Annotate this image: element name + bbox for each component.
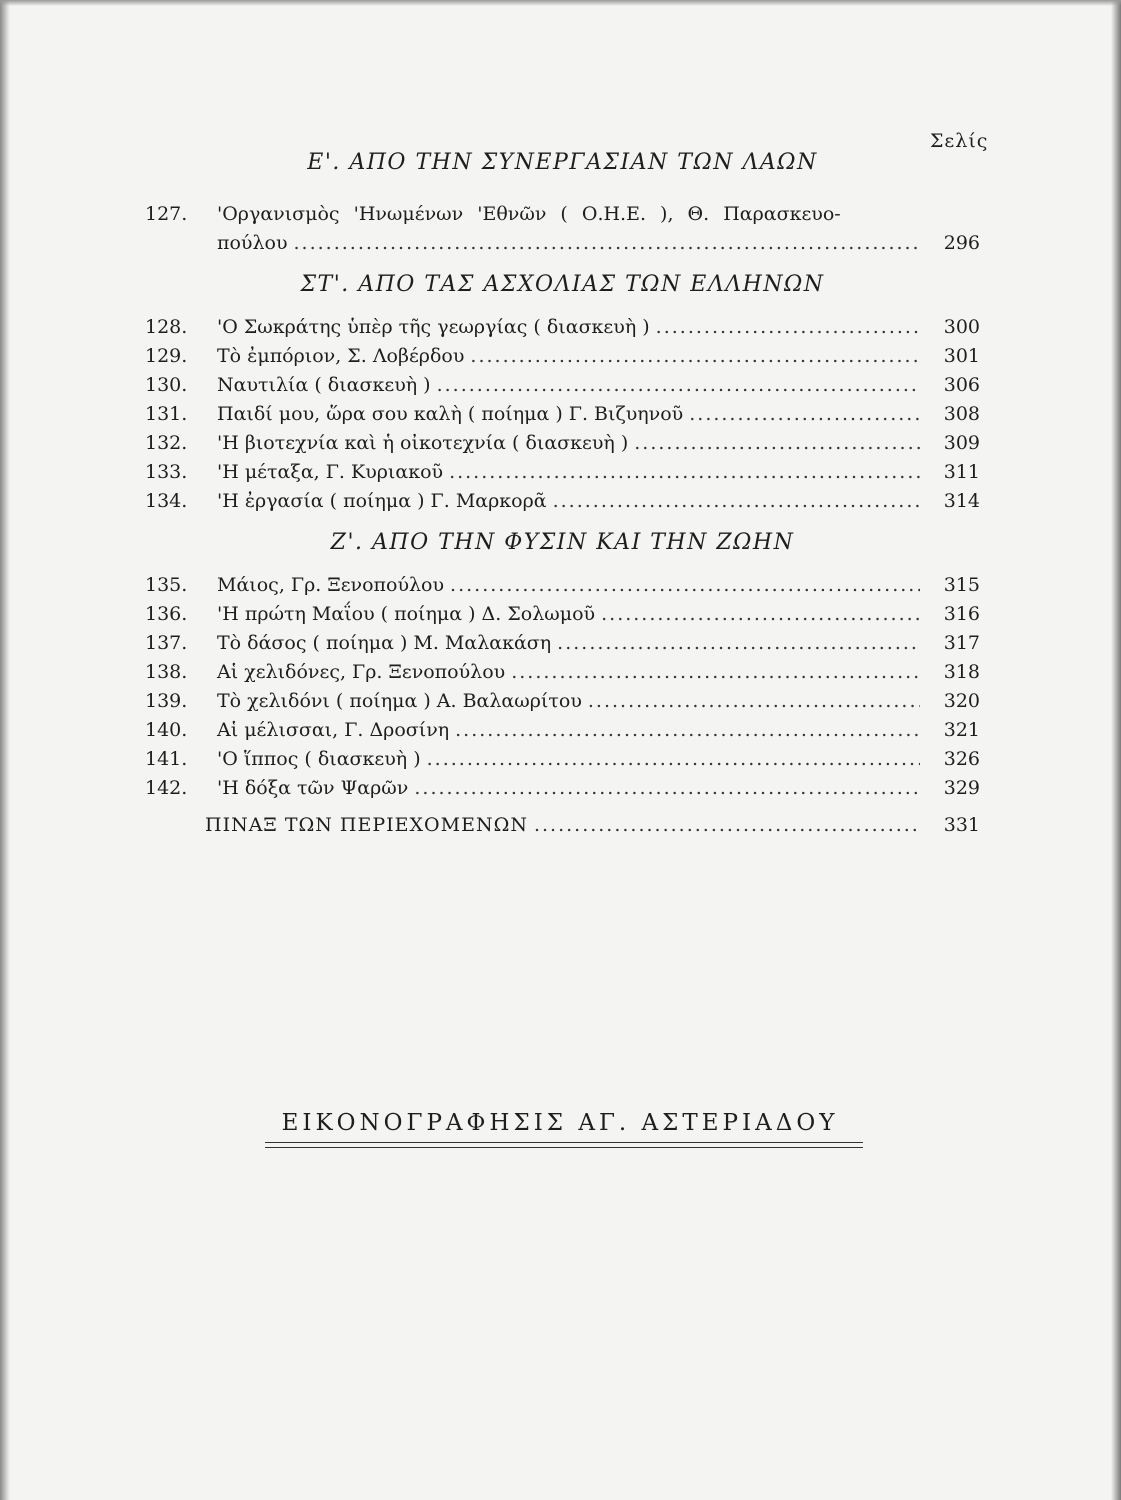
toc-entry-130 (145, 374, 980, 402)
section-title-z: Ζ'. ΑΠΟ ΤΗΝ ΦΥΣΙΝ ΚΑΙ ΤΗΝ ΖΩΗΝ (330, 530, 795, 555)
entry-text: Αἱ χελιδόνες, Γρ. Ξενοπούλου (217, 661, 506, 683)
entry-text: Μάιος, Γρ. Ξενοπούλου (217, 574, 445, 596)
entry-text: 'Ο Σωκράτης ὑπὲρ τῆς γεωργίας ( διασκευὴ ) (217, 316, 650, 338)
entry-line (217, 661, 980, 683)
entry-page: 314 (943, 490, 980, 512)
entry-text: 'Η ἐργασία ( ποίημα ) Γ. Μαρκορᾶ (217, 490, 547, 512)
entry-page: 308 (943, 403, 980, 425)
entry-line (217, 374, 980, 396)
entry-line (217, 748, 980, 770)
entry-line (217, 345, 980, 367)
entry-page: 326 (943, 748, 980, 770)
entry-line (217, 432, 980, 454)
entry-page: 320 (943, 690, 980, 712)
entry-text: 'Ο ἵππος ( διασκευὴ ) (217, 748, 421, 770)
leader-dots (455, 719, 920, 741)
toc-entry-127-continued (145, 232, 980, 260)
entry-number: 135. (145, 574, 188, 596)
entry-number: 141. (145, 748, 188, 770)
leader-dots (656, 316, 920, 338)
toc-entry-136 (145, 603, 980, 631)
toc-entry-142 (145, 777, 980, 805)
toc-entry-133 (145, 461, 980, 489)
leader-dots (450, 574, 920, 596)
toc-entry-127 (145, 203, 980, 231)
leader-dots (449, 461, 920, 483)
entry-text: Αἱ μέλισσαι, Γ. Δροσίνη (217, 719, 450, 741)
entry-number: 128. (145, 316, 188, 338)
entry-page: 300 (943, 316, 980, 338)
leader-dots (470, 345, 920, 367)
entry-text: Παιδί μου, ὥρα σου καλὴ ( ποίημα ) Γ. Βιζυηνοῦ (217, 403, 684, 425)
entry-page: 317 (943, 632, 980, 654)
page-right-edge (1111, 0, 1121, 1500)
footer-rule (265, 1142, 863, 1143)
entry-line (217, 574, 980, 596)
toc-entry-134 (145, 490, 980, 518)
leader-dots (601, 603, 920, 625)
entry-line (217, 690, 980, 712)
entry-text: 'Η μέταξα, Γ. Κυριακοῦ (217, 461, 444, 483)
entry-line (217, 403, 980, 425)
leader-dots (414, 777, 920, 799)
toc-entry-139 (145, 690, 980, 718)
entry-page: 331 (943, 814, 980, 836)
entry-number: 131. (145, 403, 188, 425)
entry-number: 137. (145, 632, 188, 654)
leader-dots (634, 432, 920, 454)
leader-dots (534, 814, 920, 836)
entry-page: 301 (943, 345, 980, 367)
section-title-st: ΣΤ'. ΑΠΟ ΤΑΣ ΑΣΧΟΛΙΑΣ ΤΩΝ ΕΛΛΗΝΩΝ (300, 272, 825, 297)
leader-dots (588, 690, 920, 712)
entry-text: 'Η πρώτη Μαΐου ( ποίημα ) Δ. Σολωμοῦ (217, 603, 596, 625)
entry-number: 130. (145, 374, 188, 396)
toc-entry-128 (145, 316, 980, 344)
toc-entry-contents (145, 814, 980, 842)
entry-line (217, 719, 980, 741)
toc-entry-140 (145, 719, 980, 747)
entry-text: Τὸ δάσος ( ποίημα ) Μ. Μαλακάση (217, 632, 552, 654)
entry-text: 'Η δόξα τῶν Ψαρῶν (217, 777, 409, 799)
entry-page: 316 (943, 603, 980, 625)
entry-page: 306 (943, 374, 980, 396)
entry-page: 318 (943, 661, 980, 683)
entry-text: Ναυτιλία ( διασκευὴ ) (217, 374, 431, 396)
footer-rule (265, 1147, 863, 1148)
entry-page: 311 (943, 461, 980, 483)
entry-page: 309 (943, 432, 980, 454)
toc-entry-132 (145, 432, 980, 460)
leader-dots (511, 661, 920, 683)
leader-dots (553, 490, 920, 512)
entry-number: 132. (145, 432, 188, 454)
entry-line (217, 232, 980, 254)
leader-dots (294, 232, 920, 254)
leader-dots (689, 403, 920, 425)
entry-page: 329 (943, 777, 980, 799)
entry-number: 136. (145, 603, 188, 625)
entry-number: 142. (145, 777, 188, 799)
entry-page: 321 (943, 719, 980, 741)
entry-line (217, 203, 980, 225)
entry-page: 296 (943, 232, 980, 254)
toc-entry-137 (145, 632, 980, 660)
leader-dots (437, 374, 920, 396)
illustration-credit: ΕΙΚΟΝΟΓΡΑΦΗΣΙΣ ΑΓ. ΑΣΤΕΡΙΑΔΟΥ (281, 1110, 839, 1136)
section-title-e: Ε'. ΑΠΟ ΤΗΝ ΣΥΝΕΡΓΑΣΙΑΝ ΤΩΝ ΛΑΩΝ (307, 150, 818, 175)
leader-dots (557, 632, 920, 654)
entry-number: 138. (145, 661, 188, 683)
entry-text: 'Η βιοτεχνία καὶ ἡ οἰκοτεχνία ( διασκευὴ ) (217, 432, 629, 454)
entry-line (217, 777, 980, 799)
entry-text: 'Οργανισμὸς 'Ηνωμένων 'Εθνῶν ( Ο.Η.Ε. ), Θ. Παρασκευο- (217, 203, 841, 225)
entry-number: 129. (145, 345, 188, 367)
entry-number: 140. (145, 719, 188, 741)
page-left-edge (0, 0, 10, 1500)
entry-line (217, 461, 980, 483)
entry-text: ΠΙΝΑΞ ΤΩΝ ΠΕΡΙΕΧΟΜΕΝΩΝ (205, 814, 528, 836)
entry-number: 134. (145, 490, 188, 512)
entry-text: Τὸ χελιδόνι ( ποίημα ) Α. Βαλαωρίτου (217, 690, 582, 712)
toc-entry-131 (145, 403, 980, 431)
entry-text-continued: πούλου (217, 232, 288, 254)
entry-line (217, 316, 980, 338)
entry-number: 127. (145, 203, 188, 225)
entry-text: Τὸ ἐμπόριον, Σ. Λοβέρδου (217, 345, 465, 367)
toc-entry-129 (145, 345, 980, 373)
entry-line (205, 814, 980, 836)
entry-number: 133. (145, 461, 188, 483)
entry-page: 315 (943, 574, 980, 596)
page-column-label: Σελίς (930, 130, 989, 152)
toc-entry-135 (145, 574, 980, 602)
leader-dots (427, 748, 920, 770)
entry-number: 139. (145, 690, 188, 712)
entry-line (217, 632, 980, 654)
toc-entry-141 (145, 748, 980, 776)
entry-line (217, 490, 980, 512)
entry-line (217, 603, 980, 625)
toc-entry-138 (145, 661, 980, 689)
page-top-edge (0, 0, 1121, 6)
